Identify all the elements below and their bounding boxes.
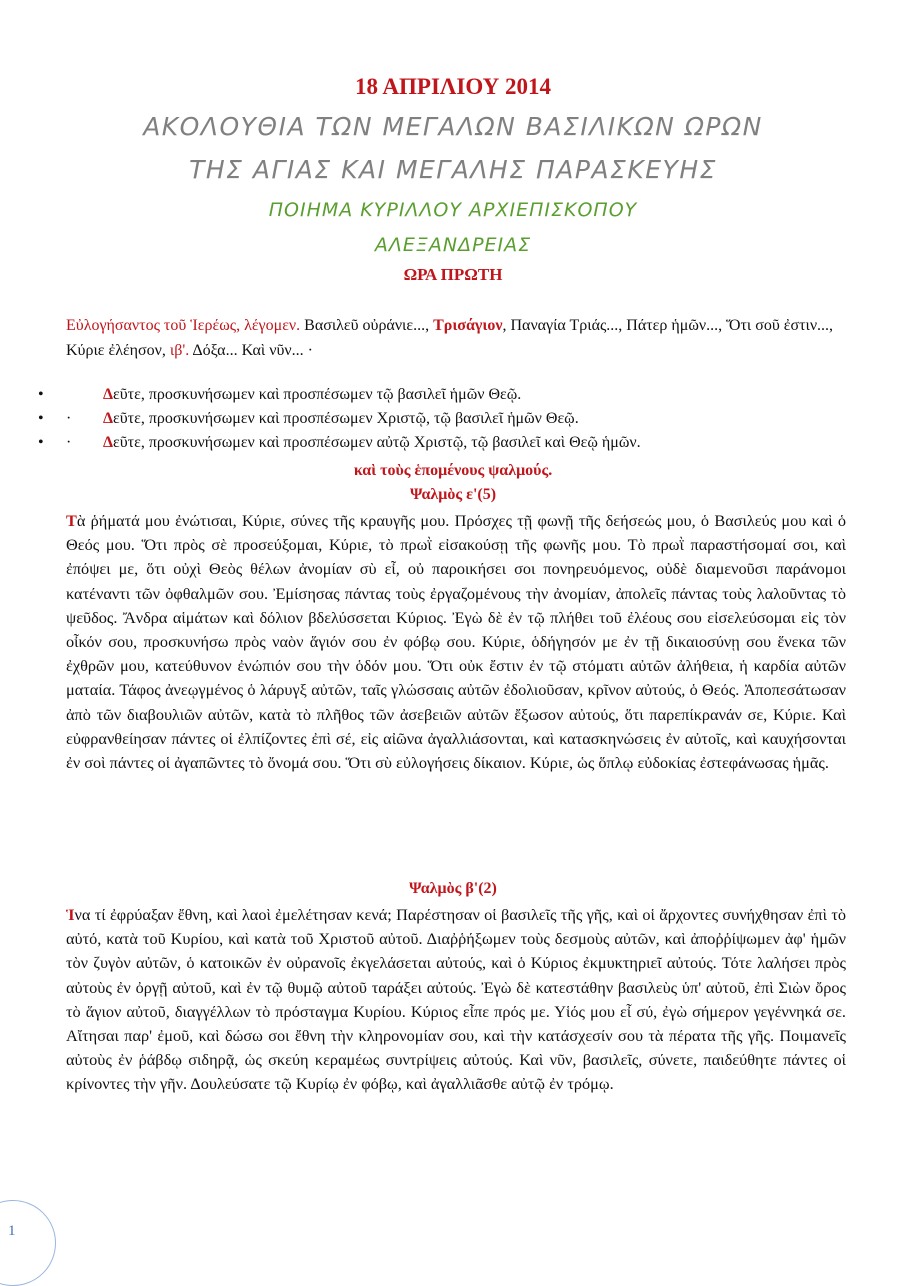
document-date: 18 ΑΠΡΙΛΙΟΥ 2014 xyxy=(354,74,552,99)
intro-text-2: , Παναγία Τριάς..., Πάτερ ἡμῶν..., Ὅτι σοῦ ἐστιν..., Κύριε ἐλέησον, xyxy=(66,317,834,359)
bullet-text xyxy=(103,434,641,452)
bullet-icon: • xyxy=(38,386,44,403)
hour-heading: ΩΡΑ ΠΡΩΤΗ xyxy=(403,265,503,284)
bullet-mark: · xyxy=(66,410,72,427)
bullet-text xyxy=(103,386,521,404)
bullet-icon: • xyxy=(38,410,44,427)
list-item xyxy=(0,410,906,434)
bullet-body: εῦτε, προσκυνήσωμεν καὶ προσπέσωμεν αὐτῷ Χριστῷ, τῷ βασιλεῖ καὶ Θεῷ ἡμῶν. xyxy=(113,434,641,451)
psalm-2-body: να τί ἐφρύαξαν ἔθνη, καὶ λαοὶ ἐμελέτησαν κενά; Παρέστησαν οἱ βασιλεῖς τῆς γῆς, καὶ οἱ ἄρχοντες συνήχθησαν ἐπὶ τὸ αὐτό, κατὰ τοῦ Κυρίου, καὶ κατὰ τοῦ Χριστοῦ αὐτοῦ. Διαῤῥήξωμεν τοὺς δεσμοὺς αὐτῶν, καὶ ἀποῤῥίψωμεν ἀφ' ἡμῶν τὸν ζυγὸν αὐτῶν, ὁ κατοικῶν ἐν οὐρανοῖς ἐκγελάσεται αὐτούς, καὶ ὁ Κύριος ἐκμυκτηριεῖ αὐτούς. Τότε λαλήσει πρὸς αὐτοὺς ἐν ὀργῇ αὐτοῦ, καὶ ἐν τῷ θυμῷ αὐτοῦ ταράξει αὐτούς. Ἐγὼ δὲ κατεστάθην βασιλεὺς ὑπ' αὐτοῦ, ἐπὶ Σιὼν ὄρος τὸ ἅγιον αὐτοῦ, διαγγέλλων τὸ πρόσταγμα Κυρίου. Κύριος εἶπε πρός με. Υἱός μου εἶ σύ, ἐγὼ σήμερον γεγέννηκά σε. Αἴτησαι παρ' ἐμοῦ, καὶ δώσω σοι ἔθνη τὴν κληρονομίαν σου, καὶ τὴν κατάσχεσίν σου τὰ πέρατα τῆς γῆς. Ποιμανεῖς αὐτοὺς ἐν ῥάβδῳ σιδηρᾷ, ὡς σκεύη κεραμέως συντρίψεις αὐτούς. Καὶ νῦν, βασιλεῖς, σύνετε, παιδεύθητε πάντες οἱ κρίνοντες τὴν γῆν. Δουλεύσατε τῷ Κυρίῳ ἐν φόβῳ, καὶ ἀγαλλιᾶσθε αὐτῷ ἐν τρόμῳ. xyxy=(66,905,846,1094)
intro-trisagion: Τρισάγιον xyxy=(433,317,503,334)
document-title-line-2: ΤΗΣ ΑΓΙΑΣ ΚΑΙ ΜΕΓΑΛΗΣ ΠΑΡΑΣΚΕΥΗΣ xyxy=(189,155,717,184)
document-subtitle-line-2: ΑΛΕΞΑΝΔΡΕΙΑΣ xyxy=(374,234,532,256)
bullet-list xyxy=(0,386,906,458)
document-title-line-1: ΑΚΟΛΟΥΘΙΑ ΤΩΝ ΜΕΓΑΛΩΝ ΒΑΣΙΛΙΚΩΝ ΩΡΩΝ xyxy=(143,112,763,141)
psalm-2-heading: Ψαλμὸς β'(2) xyxy=(409,880,497,897)
list-item xyxy=(0,434,906,458)
intro-count: ιβ'. xyxy=(169,342,190,359)
following-psalms-heading: καὶ τοὺς ἑπομένους ψαλμούς. xyxy=(353,462,553,479)
document-subtitle-line-1: ΠΟΙΗΜΑ ΚΥΡΙΛΛΟΥ ΑΡΧΙΕΠΙΣΚΟΠΟΥ xyxy=(268,199,638,221)
psalm-5-text xyxy=(66,509,846,775)
bullet-mark: · xyxy=(66,434,72,451)
bullet-initial: Δ xyxy=(103,410,114,427)
psalm-2-text xyxy=(66,903,846,1097)
intro-paragraph xyxy=(66,313,846,363)
psalm-5-body: ὰ ῥήματά μου ἐνώτισαι, Κύριε, σύνες τῆς κραυγῆς μου. Πρόσχες τῇ φωνῇ τῆς δεήσεώς μου, ὁ Βασιλεύς μου καὶ ὁ Θεός μου. Ὅτι πρὸς σὲ προσεύξομαι, Κύριε, τὸ πρωῒ εἰσακούσῃ τῆς φωνῆς μου. Τὸ πρωῒ παραστήσομαί σοι, καὶ ἐπόψει με, ὅτι οὐχὶ Θεὸς θέλων ἀνομίαν σὺ εἶ, οὐ παροικήσει σοι πονηρευόμενος, οὐδὲ διαμενοῦσι παράνομοι κατέναντι τῶν ὀφθαλμῶν σου. Ἐμίσησας πάντας τοὺς ἐργαζομένους τὴν ἀνομίαν, ἀπολεῖς πάντας τοὺς λαλοῦντας τὸ ψεῦδος. Ἄνδρα αἱμάτων καὶ δόλιον βδελύσσεται Κύριος. Ἐγὼ δὲ ἐν τῷ πλήθει τοῦ ἐλέους σου εἰσελεύσομαι εἰς τὸν οἶκόν σου, προσκυνήσω πρὸς ναὸν ἅγιόν σου ἐν φόβῳ σου. Κύριε, ὁδήγησόν με ἐν τῇ δικαιοσύνῃ σου ἕνεκα τῶν ἐχθρῶν μου, κατεύθυνον ἐνώπιόν σου τὴν ὁδόν μου. Ὅτι οὐκ ἔστιν ἐν τῷ στόματι αὐτῶν ἀλήθεια, ἡ καρδία αὐτῶν ματαία. Τάφος ἀνεῳγμένος ὁ λάρυγξ αὐτῶν, ταῖς γλώσσαις αὐτῶν ἐδολιοῦσαν, κρῖνον αὐτούς, ὁ Θεός. Ἀποπεσάτωσαν ἀπὸ τῶν διαβουλιῶν αὐτῶν, κατὰ τὸ πλῆθος τῶν ἀσεβειῶν αὐτῶν ἔξωσον αὐτούς, ὅτι παρεπίκρανάν σε, Κύριε. Καὶ εὐφρανθείησαν πάντες οἱ ἐλπίζοντες ἐπὶ σέ, εἰς αἰῶνα ἀγαλλιάσονται, καὶ κατασκηνώσεις ἐν αὐτοῖς, καὶ καυχήσονται ἐν σοὶ πάντες οἱ ἀγαπῶντες τὸ ὄνομά σου. Ὅτι σὺ εὐλογήσεις δίκαιον. Κύριε, ὡς ὅπλῳ εὐδοκίας ἐστεφάνωσας ἡμᾶς. xyxy=(66,511,846,773)
page-number: 1 xyxy=(8,1223,16,1239)
psalm-2-initial: Ἱ xyxy=(66,905,75,924)
bullet-body: εῦτε, προσκυνήσωμεν καὶ προσπέσωμεν τῷ βασιλεῖ ἡμῶν Θεῷ. xyxy=(113,386,522,403)
bullet-text xyxy=(103,410,579,428)
psalm-5-heading: Ψαλμὸς ε'(5) xyxy=(409,486,497,503)
page-number-circle xyxy=(0,1200,56,1286)
psalm-5-initial: Τ xyxy=(66,511,77,530)
intro-text-1: Βασιλεῦ οὐράνιε..., xyxy=(300,317,434,334)
intro-text-3: Δόξα... Καὶ νῦν... · xyxy=(189,342,313,359)
bullet-icon: • xyxy=(38,434,44,451)
bullet-initial: Δ xyxy=(103,434,114,451)
bullet-initial: Δ xyxy=(103,386,114,403)
bullet-body: εῦτε, προσκυνήσωμεν καὶ προσπέσωμεν Χριστῷ, τῷ βασιλεῖ ἡμῶν Θεῷ. xyxy=(113,410,579,427)
list-item xyxy=(0,386,906,410)
intro-rubric: Εὐλογήσαντος τοῦ Ἱερέως, λέγομεν. xyxy=(66,317,301,334)
